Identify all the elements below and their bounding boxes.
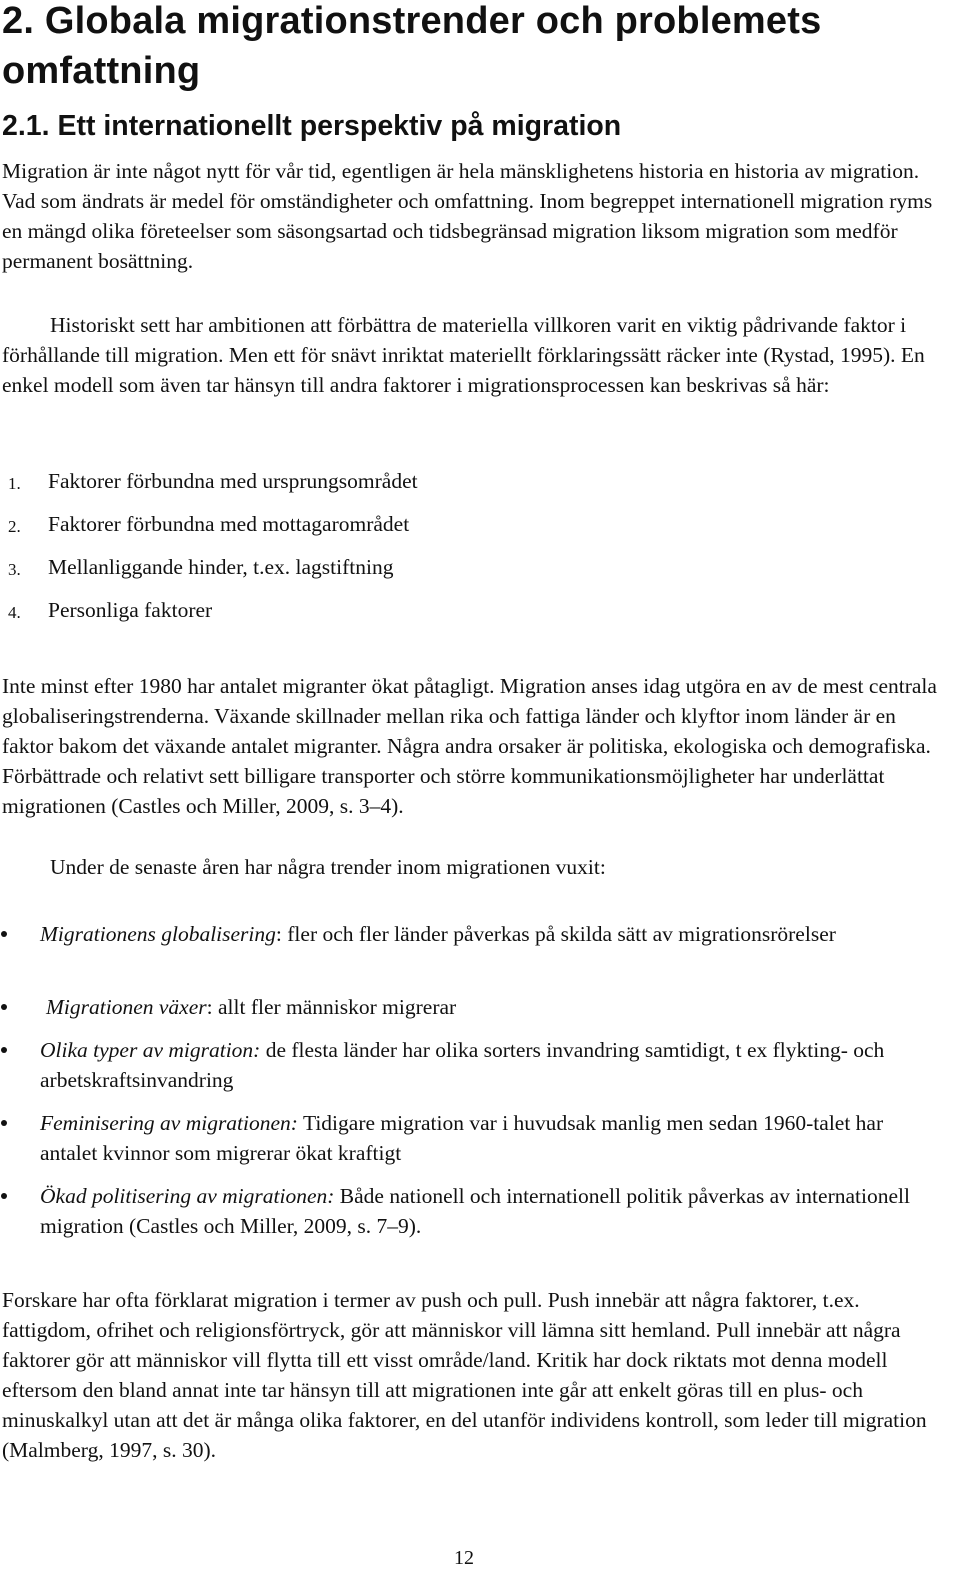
factor-number: 3.	[8, 560, 21, 579]
subsection-heading: 2.1. Ett internationellt perspektiv på migration	[2, 110, 622, 142]
trend-text	[46, 992, 951, 1022]
bullet-icon	[1, 1047, 7, 1053]
trend-description: fler och fler länder påverkas på skilda sätt av migrationsrörelser	[281, 922, 836, 946]
trend-description: Både nationell och internationell politik påverkas av internationell migration (Castles och Miller, 2009, s. 7–9).	[40, 1184, 910, 1238]
section-heading: 2. Globala migrationstrender och problemets omfattning	[2, 0, 822, 92]
push-pull-paragraph: Forskare har ofta förklarat migration i termer av push och pull. Push innebär att några faktorer, t.ex. fattigdom, ofrihet och religionsförtryck, gör att människor vill lämna sitt hemland. Pull innebär att några faktorer gör att människor vill flytta till ett visst område/land. Kritik har dock riktats mot denna modell eftersom den bland annat inte tar hänsyn till att migrationen inte går att enkelt göras till en plus- och minuskalkyl utan att det är många olika faktorer, en del utanför individens kontroll, som leder till migration (Malmberg, 1997, s. 30).	[2, 1288, 927, 1462]
historic-paragraph-text: Historiskt sett har ambitionen att förbättra de materiella villkoren varit en viktig pådrivande faktor i förhållande till migration. Men ett för snävt inriktat materiellt förklaringssätt räcker inte (Rystad, 1995). En enkel modell som även tar hänsyn till andra faktorer i migrationsprocessen kan beskrivas så här:	[2, 313, 925, 397]
trend-text	[40, 919, 945, 949]
factor-number: 2.	[8, 517, 21, 536]
historic-paragraph	[2, 310, 952, 400]
factor-number: 4.	[8, 603, 21, 622]
bullet-icon	[1, 1120, 7, 1126]
trend-text	[40, 1035, 945, 1095]
factor-item	[0, 595, 950, 625]
factor-text: Mellanliggande hinder, t.ex. lagstiftning	[48, 555, 394, 579]
trend-term: Migrationen växer	[46, 995, 207, 1019]
trend-term: Ökad politisering av migrationen:	[40, 1184, 335, 1208]
trend-term: Migrationens globalisering	[40, 922, 276, 946]
trend-separator: :	[206, 995, 213, 1019]
trend-term: Olika typer av migration:	[40, 1038, 261, 1062]
trend-term: Feminisering av migrationen:	[40, 1111, 298, 1135]
migrants-paragraph: Inte minst efter 1980 har antalet migranter ökat påtagligt. Migration anses idag utgöra en av de mest centrala globaliseringstrenderna. Växande skillnader mellan rika och fattiga länder och klyftor inom länder är en faktor bakom det växande antalet migranter. Några andra orsaker är politiska, ekologiska och demografiska. Förbättrade och relativt sett billigare transporter och större kommunikationsmöjligheter har underlättat migrationen (Castles och Miller, 2009, s. 3–4).	[2, 674, 937, 818]
bullet-icon	[1, 1193, 7, 1199]
page-number: 12	[454, 1547, 474, 1569]
factor-number: 1.	[8, 474, 21, 493]
bullet-icon	[1, 931, 7, 937]
trends-intro-text: Under de senaste åren har några trender inom migrationen vuxit:	[50, 855, 606, 879]
trends-intro-paragraph	[2, 852, 952, 882]
intro-paragraph: Migration är inte något nytt för vår tid, egentligen är hela mänsklighetens historia en historia av migration. Vad som ändrats är medel för omständigheter och omfattning. Inom begreppet internationell migration ryms en mängd olika företeelser som säsongsartad och tidsbegränsad migration liksom migration som medför permanent bosättning.	[2, 159, 933, 273]
factor-item	[0, 552, 950, 582]
trend-separator: :	[275, 922, 282, 946]
factor-text: Faktorer förbundna med ursprungsområdet	[48, 469, 418, 493]
factor-text: Faktorer förbundna med mottagarområdet	[48, 512, 410, 536]
bullet-icon	[1, 1004, 7, 1010]
factor-item	[0, 466, 950, 496]
trend-text	[40, 1181, 945, 1241]
factor-text: Personliga faktorer	[48, 598, 213, 622]
trend-text	[40, 1108, 945, 1168]
trend-description: allt fler människor migrerar	[212, 995, 457, 1019]
trend-description: de flesta länder har olika sorters invandring samtidigt, t ex flykting- och arbetskraftsinvandring	[40, 1038, 885, 1092]
factor-item	[0, 509, 950, 539]
trend-description: Tidigare migration var i huvudsak manlig men sedan 1960-talet har antalet kvinnor som migrerar ökat kraftigt	[40, 1111, 884, 1165]
